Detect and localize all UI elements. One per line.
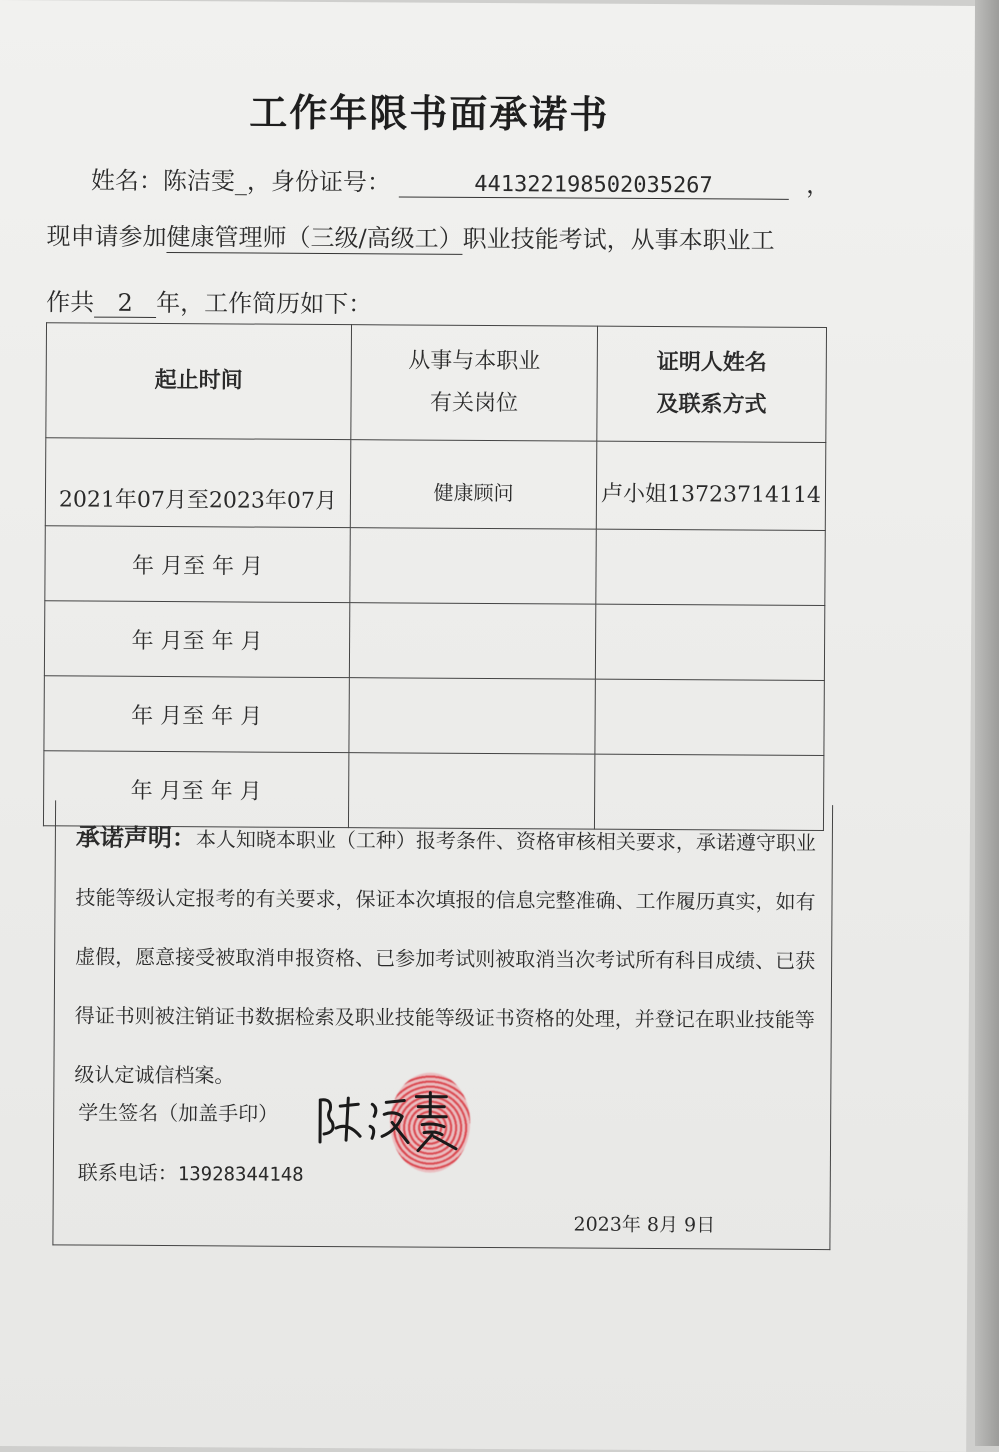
id-number: 441322198502035267 — [398, 171, 788, 199]
row-3-period: 年 月至 年 月 — [44, 601, 349, 678]
table-row — [44, 676, 824, 756]
table-row — [45, 526, 825, 606]
header-position — [351, 325, 598, 442]
applicant-name: 陈洁雯_ — [162, 166, 247, 196]
application-line — [46, 216, 774, 256]
table-row — [45, 438, 826, 531]
row-1-witness: 卢小姐13723714114 — [596, 441, 826, 530]
header-position-line-2: 有关岗位 — [429, 390, 519, 417]
applicant-line — [91, 161, 830, 201]
paper-edge-shadow — [975, 0, 999, 1446]
row-4-period: 年 月至 年 月 — [44, 676, 349, 753]
row-2-period: 年 月至 年 月 — [45, 526, 350, 603]
phone-label: 联系电话： — [77, 1160, 178, 1186]
row-2-position — [350, 528, 596, 605]
years-suffix: 年，工作简历如下： — [156, 288, 373, 319]
pledge-text: 本人知晓本职业（工种）报考条件、资格审核相关要求，承诺遵守职业技能等级认定报考的有关要求，保证本次填报的信息完整准确、工作履历真实，如有虚假，愿意接受被取消申报资格、已参加考试则被取消当次考试所有科目成绩、已获得证书则被注销证书数据检索及职业技能等级证书资格的处理，并登记在职业技能等级认定诚信档案。 — [74, 827, 816, 1088]
pledge-section — [52, 800, 833, 1250]
row-4-witness — [595, 679, 824, 755]
phone-line — [78, 1156, 304, 1186]
row-4-position — [349, 678, 595, 755]
row-3-position — [349, 603, 595, 680]
pledge-paragraph — [74, 808, 816, 1109]
years-prefix: 作共 — [46, 288, 95, 317]
row-1-position: 健康顾问 — [350, 440, 597, 530]
document-title: 工作年限书面承诺书 — [249, 90, 610, 137]
name-label: 姓名： — [90, 166, 163, 195]
table-header-row — [46, 323, 827, 443]
row-3-witness — [595, 604, 824, 680]
occupation: 健康管理师（三级/高级工） — [166, 217, 462, 255]
application-suffix: 职业技能考试，从事本职业工 — [462, 224, 775, 255]
table-row — [44, 601, 824, 681]
header-period: 起止时间 — [46, 323, 352, 440]
id-label: ，身份证号： — [246, 167, 391, 197]
pledge-heading: 承诺声明： — [75, 823, 196, 853]
header-witness — [597, 326, 827, 442]
handwritten-signature — [312, 1086, 472, 1157]
row-5-period: 年 月至 年 月 — [43, 751, 348, 828]
signing-date: 2023年 8月 9日 — [573, 1213, 716, 1237]
signature-label: 学生签名（加盖手印） — [78, 1100, 279, 1126]
application-prefix: 现申请参加 — [46, 222, 167, 252]
id-comma: ， — [806, 170, 831, 200]
header-witness-line-2: 及联系方式 — [656, 392, 767, 418]
phone-number: 13928344148 — [177, 1163, 304, 1186]
years-line — [46, 282, 372, 319]
work-history-table — [43, 322, 827, 831]
row-2-witness — [596, 529, 825, 605]
years-value: 2 — [94, 289, 156, 318]
header-position-line-1: 从事与本职业 — [408, 348, 541, 375]
row-1-period: 2021年07月至2023年07月 — [45, 438, 351, 528]
header-witness-line-1: 证明人姓名 — [656, 350, 767, 376]
